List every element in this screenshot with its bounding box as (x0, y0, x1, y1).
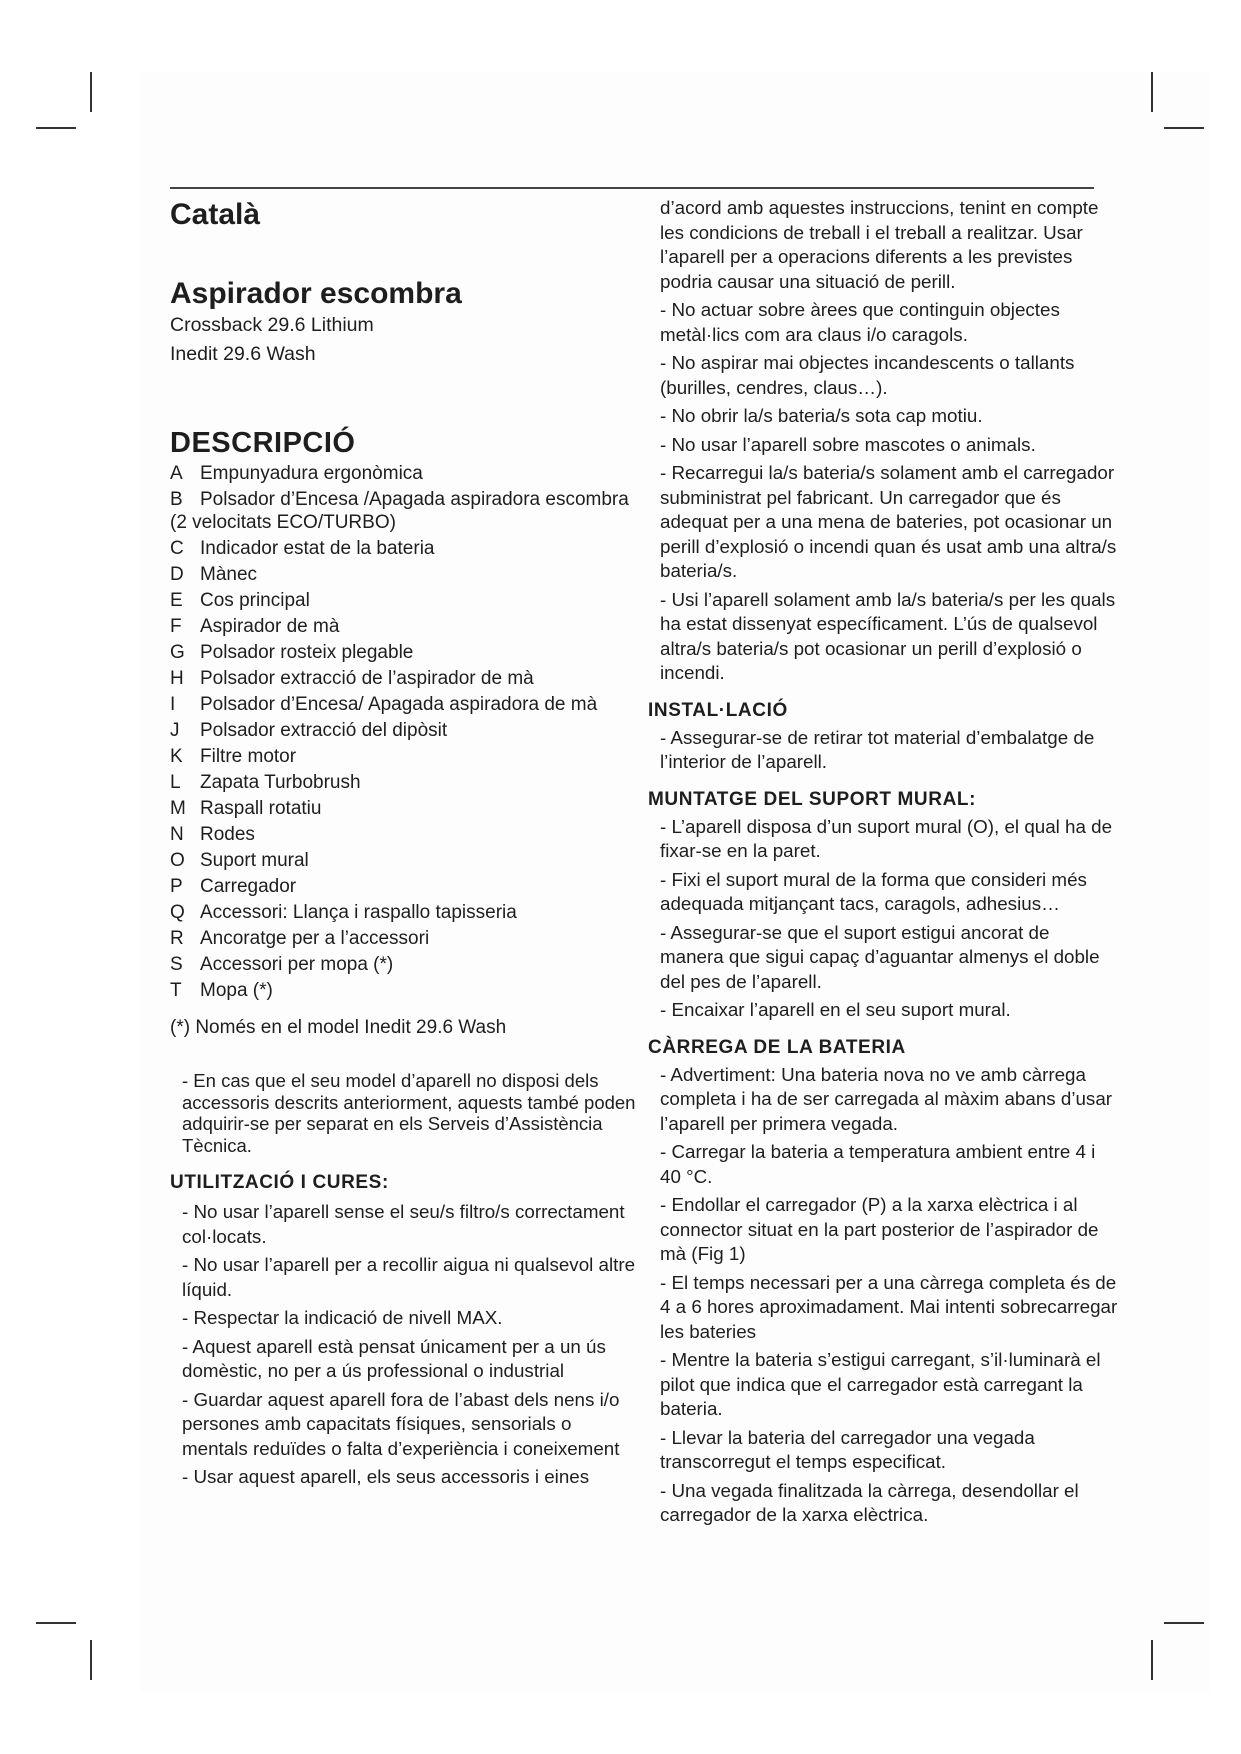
bullet-item: - Fixi el suport mural de la forma que consideri més adequada mitjançant tacs, caragols, adhesius… (660, 868, 1087, 914)
item-text: Mànec (200, 564, 258, 585)
description-item (170, 953, 640, 976)
item-letter: T (170, 980, 182, 1001)
description-item (170, 563, 640, 586)
charging-list (648, 1063, 1118, 1528)
usage-continuation: d’acord amb aquestes instruccions, tenint en compte les condicions de treball i el treball a realitzar. Usar l’aparell per a operacions diferents a les previstes podria causar una situació de perill. (660, 197, 1099, 292)
bullet-item: - Usi l’aparell solament amb la/s bateria/s per les quals ha estat dissenyat específicament. L’ús de qualsevol altra/s bateria/s pot ocasionar un perill d’explosió o incendi. (660, 588, 1116, 683)
bullet-item: - Una vegada finalitzada la càrrega, desendollar el carregador de la xarxa elèctrica. (660, 1479, 1079, 1525)
crop-mark-bottom-right-horizontal (1164, 1622, 1204, 1624)
description-item (170, 979, 640, 1002)
item-letter: E (170, 590, 183, 611)
crop-mark-top-left-horizontal (36, 127, 76, 129)
wall-mount-list (648, 815, 1118, 1023)
description-item (170, 667, 640, 690)
bullet-item: - Carregar la bateria a temperatura ambient entre 4 i 40 °C. (660, 1141, 1096, 1187)
wall-mount-title: MUNTATGE DEL SUPORT MURAL: (648, 788, 977, 810)
header-rule (170, 187, 1094, 189)
description-item (170, 745, 640, 768)
description-item (170, 462, 640, 485)
bullet-item: - Advertiment: Una bateria nova no ve amb càrrega completa i ha de ser carregada al màxim abans d’usar l’aparell per primera vegada. (660, 1063, 1113, 1134)
description-item (170, 641, 640, 664)
description-item (170, 771, 640, 794)
product-title: Aspirador escombra (170, 277, 462, 310)
item-text: Aspirador de mà (200, 616, 340, 637)
item-text: Polsador d’Encesa/ Apagada aspiradora de mà (200, 694, 598, 715)
bullet-item: - Llevar la bateria del carregador una vegada transcorregut el temps especificat. (660, 1426, 1035, 1472)
item-letter: H (170, 668, 184, 689)
item-text: Mopa (*) (200, 980, 273, 1001)
description-item (170, 901, 640, 924)
item-text: Filtre motor (200, 746, 297, 767)
bullet-item: - No usar l’aparell per a recollir aigua ni qualsevol altre líquid. (182, 1254, 636, 1300)
crop-mark-top-left-vertical (90, 72, 92, 112)
bullet-item: - No usar l’aparell sense el seu/s filtro/s correctament col·locats. (182, 1201, 625, 1247)
crop-mark-top-right-horizontal (1164, 127, 1204, 129)
item-letter: D (170, 564, 184, 585)
item-letter: M (170, 798, 186, 819)
item-text: Indicador estat de la bateria (200, 538, 435, 559)
description-item (170, 797, 640, 820)
bullet-item: - Guardar aquest aparell fora de l’abast dels nens i/o persones amb capacitats físiques, sensorials o mentals reduïdes o falta d’experiència i coneixement (182, 1388, 620, 1459)
item-text: Rodes (200, 824, 255, 845)
bullet-item: - Recarregui la/s bateria/s solament amb el carregador subministrat pel fabricant. Un carregador que és adequat per a una mena de bateries, pot ocasionar un perill d’explosió o incendi quan és usat amb una altra/s bateria/s. (660, 462, 1117, 581)
item-text: Polsador rosteix plegable (200, 642, 414, 663)
usage-title: UTILITZACIÓ I CURES: (170, 1172, 389, 1193)
item-text: Carregador (200, 876, 297, 897)
description-item (170, 927, 640, 950)
item-letter: R (170, 928, 184, 949)
language-heading: Català (170, 198, 261, 231)
bullet-item: - Assegurar-se que el suport estigui ancorat de manera que sigui capaç d’aguantar almenys el doble del pes de l’aparell. (660, 921, 1100, 992)
item-text: Raspall rotatiu (200, 798, 322, 819)
item-letter: O (170, 850, 185, 871)
description-item (170, 719, 640, 742)
item-letter: B (170, 489, 183, 510)
description-item (170, 849, 640, 872)
description-item (170, 589, 640, 612)
bullet-item: - Assegurar-se de retirar tot material d’embalatge de l’interior de l’aparell. (660, 726, 1095, 772)
model-note: (*) Només en el model Inedit 29.6 Wash (170, 1017, 507, 1038)
description-item (170, 537, 640, 560)
model-name: Crossback 29.6 Lithium (170, 314, 374, 336)
bullet-item: - Endollar el carregador (P) a la xarxa elèctrica i al connector situat en la part posterior de l’aspirador de mà (Fig 1) (660, 1194, 1099, 1264)
item-text: Ancoratge per a l’accessori (200, 928, 430, 949)
item-text: Empunyadura ergonòmica (200, 463, 423, 484)
description-item (170, 823, 640, 846)
bullet-item: - Encaixar l’aparell en el seu suport mural. (660, 999, 1011, 1020)
item-letter: L (170, 772, 181, 793)
item-text: Polsador extracció del dipòsit (200, 720, 448, 741)
item-letter: P (170, 876, 183, 897)
installation-list (648, 726, 1118, 775)
item-letter: C (170, 538, 184, 559)
model-name: Inedit 29.6 Wash (170, 343, 316, 365)
item-letter: Q (170, 902, 185, 923)
description-title: DESCRIPCIÓ (170, 427, 356, 459)
item-letter: A (170, 463, 183, 484)
installation-title: INSTAL·LACIÓ (648, 699, 788, 721)
bullet-item: - Mentre la bateria s’estigui carregant, s’il·luminarà el pilot que indica que el carregador està carregant la bateria. (660, 1349, 1101, 1419)
crop-mark-bottom-right-vertical (1151, 1640, 1153, 1680)
description-item (170, 875, 640, 898)
item-text: Accessori: Llança i raspallo tapisseria (200, 902, 517, 923)
item-letter: G (170, 642, 185, 663)
description-item (170, 615, 640, 638)
usage-list-continued (648, 298, 1118, 686)
item-text: Accessori per mopa (*) (200, 954, 394, 975)
bullet-item: - No actuar sobre àrees que continguin objectes metàl·lics com ara claus i/o caragols. (660, 299, 1060, 345)
bullet-item: - No usar l’aparell sobre mascotes o animals. (660, 433, 1036, 455)
item-letter: I (170, 694, 176, 715)
item-text: Polsador extracció de l’aspirador de mà (200, 668, 534, 689)
accessories-note: - En cas que el seu model d’aparell no disposi dels accessoris descrits anteriorment, aquests també poden adquirir-se per separat en els Serveis d’Assistència Tècnica. (182, 1070, 636, 1156)
bullet-item: - L’aparell disposa d’un suport mural (O), el qual ha de fixar-se en la paret. (660, 815, 1113, 861)
bullet-item: - Aquest aparell està pensat únicament per a un ús domèstic, no per a ús professional o industrial (182, 1335, 606, 1381)
item-text: Polsador d’Encesa /Apagada aspiradora escombra (2 velocitats ECO/TURBO) (170, 489, 629, 533)
usage-list (170, 1200, 640, 1490)
description-list (170, 462, 640, 1002)
item-letter: N (170, 824, 184, 845)
item-letter: K (170, 746, 183, 767)
crop-mark-bottom-left-vertical (90, 1640, 92, 1680)
crop-mark-top-right-vertical (1151, 72, 1153, 112)
description-item (170, 488, 640, 534)
item-text: Suport mural (200, 850, 309, 871)
item-letter: S (170, 954, 183, 975)
bullet-item: - Respectar la indicació de nivell MAX. (182, 1307, 503, 1328)
charging-title: CÀRREGA DE LA BATERIA (648, 1036, 906, 1058)
description-item (170, 693, 640, 716)
item-text: Cos principal (200, 590, 310, 611)
bullet-item: - Usar aquest aparell, els seus accessoris i eines (182, 1466, 590, 1487)
right-column (648, 196, 1118, 1532)
bullet-item: - No aspirar mai objectes incandescents o tallants (burilles, cendres, claus…). (660, 352, 1075, 398)
bullet-item: - El temps necessari per a una càrrega completa és de 4 a 6 hores aproximadament. Mai intenti sobrecarregar les bateries (660, 1271, 1118, 1342)
crop-mark-bottom-left-horizontal (36, 1622, 76, 1624)
bullet-item: - No obrir la/s bateria/s sota cap motiu. (660, 405, 983, 426)
item-text: Zapata Turbobrush (200, 772, 361, 793)
left-column (170, 192, 640, 1494)
item-letter: F (170, 616, 182, 637)
item-letter: J (170, 720, 180, 741)
